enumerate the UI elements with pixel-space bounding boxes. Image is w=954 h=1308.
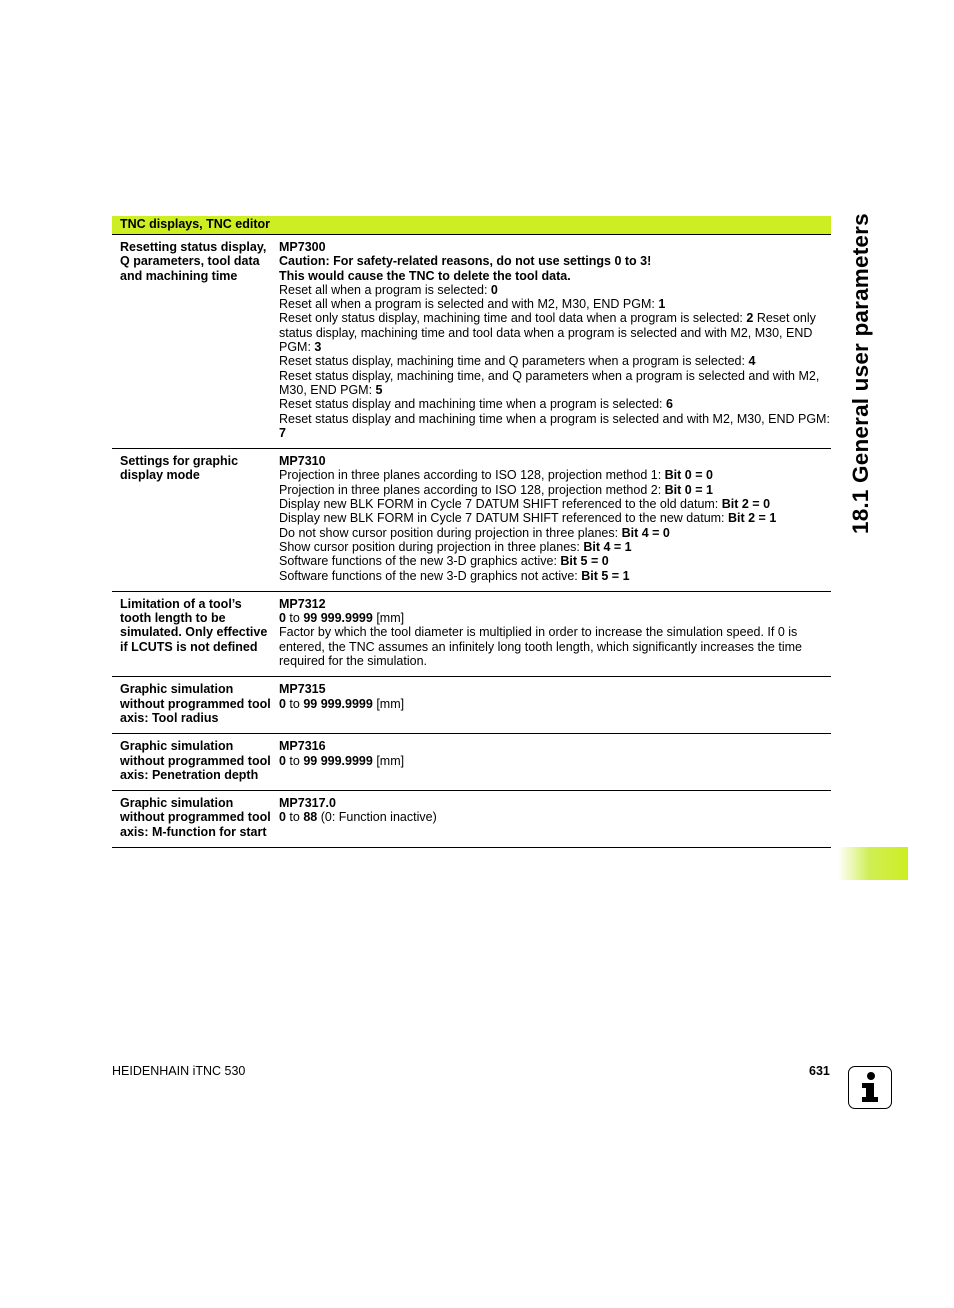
detail-line [279,483,831,497]
detail-line [279,297,831,311]
detail-line [279,697,831,711]
detail-value: 0 [279,611,286,626]
page-number: 631 [809,1064,830,1078]
detail-line [279,754,831,768]
detail-text: [mm] [372,611,405,626]
detail-value: 0 [279,810,286,825]
parameter-table [112,216,831,848]
detail-value: MP7300 [279,240,326,254]
detail-value: Bit 2 = 0 [721,497,771,512]
detail-value: MP7310 [279,454,326,469]
detail-value: 0 [279,696,286,711]
detail-line [279,810,831,824]
detail-line [279,625,831,668]
parameter-details [271,739,831,782]
detail-line [279,796,831,810]
detail-line [279,611,831,625]
detail-text: Reset only status display, machining time and tool data when a program is selected and with M2, M30, END PGM: [279,311,816,355]
detail-value: 0 [279,753,286,768]
detail-line [279,354,831,368]
table-row [112,734,831,791]
detail-line [279,554,831,568]
detail-text: Software functions of the new 3-D graphics not active: [279,568,582,583]
detail-value: Bit 4 = 1 [583,539,632,554]
detail-value: Bit 2 = 1 [728,511,777,526]
detail-line [279,369,831,398]
footer-product-name: HEIDENHAIN iTNC 530 [112,1064,246,1078]
parameter-details [271,454,831,583]
parameter-description: Graphic simulation without programmed tool axis: Penetration depth [120,739,271,782]
parameter-description: Graphic simulation without programmed tool axis: M-function for start [120,796,271,839]
table-row [112,677,831,734]
detail-value: 99 999.9999 [303,696,373,711]
detail-line [279,240,831,254]
detail-text: Reset status display and machining time when a program is selected: [279,397,666,412]
detail-text: Do not show cursor position during projection in three planes: [279,525,622,540]
parameter-details [271,597,831,668]
detail-line [279,569,831,583]
detail-value: 7 [279,425,286,440]
detail-value: 3 [314,340,322,355]
parameter-description: Resetting status display, Q parameters, tool data and machining time [120,240,267,283]
table-row [112,592,831,677]
table-row [112,449,831,592]
parameter-details [271,682,831,725]
detail-text: Factor by which the tool diameter is multiplied in order to increase the simulation speed. If 0 is entered, the TNC assumes an infinitely long tooth length, which significantly increases the time required for the simulation. [279,625,802,669]
detail-text: (0: Function inactive) [317,810,437,825]
chapter-tab-marker [838,847,908,880]
detail-value: Bit 5 = 0 [560,554,609,569]
detail-line [279,412,831,441]
detail-value: MP7316 [279,739,326,754]
detail-line [279,597,831,611]
detail-text: Software functions of the new 3-D graphics active: [279,554,561,569]
detail-value: 6 [666,397,673,412]
detail-value: Bit 0 = 0 [664,468,713,483]
detail-value: Bit 4 = 0 [621,525,670,540]
detail-value: 99 999.9999 [303,753,373,768]
detail-value: 99 999.9999 [303,611,373,626]
detail-value: MP7317.0 [279,796,336,811]
parameter-details [271,796,831,839]
parameter-description: Graphic simulation without programmed tool axis: Tool radius [120,682,271,725]
detail-value: 4 [748,354,756,369]
detail-value: MP7315 [279,682,326,697]
detail-text: Show cursor position during projection in three planes: [279,539,584,554]
detail-text: to [285,696,304,711]
table-body [112,235,831,848]
detail-line [279,269,831,283]
chapter-side-title: 18.1 General user parameters [848,213,873,534]
detail-line [279,468,831,482]
detail-text: to [285,753,304,768]
detail-value: Bit 0 = 1 [664,482,713,497]
detail-line [279,497,831,511]
table-row [112,235,831,449]
detail-text: Display new BLK FORM in Cycle 7 DATUM SHIFT referenced to the new datum: [279,511,728,526]
parameter-description: Limitation of a tool’s tooth length to be simulated. Only effective if LCUTS is not defined [120,596,268,654]
detail-text: Reset status display, machining time and Q parameters when a program is selected: [279,354,749,369]
detail-value: 1 [658,297,666,312]
detail-line [279,540,831,554]
detail-value: 88 [303,810,318,825]
detail-line [279,511,831,525]
table-row [112,791,831,848]
detail-text: Reset only status display, machining time and tool data when a program is selected: [279,311,747,326]
detail-text: to [285,810,304,825]
detail-value: This would cause the TNC to delete the tool data. [279,268,571,283]
detail-text: Reset status display and machining time when a program is selected and with M2, M30, END PGM: [279,411,830,426]
parameter-description: Settings for graphic display mode [120,454,239,483]
detail-text: Reset all when a program is selected and with M2, M30, END PGM: [279,297,659,312]
detail-line [279,682,831,696]
detail-line [279,397,831,411]
detail-line [279,526,831,540]
detail-text: [mm] [372,696,405,711]
detail-text: Reset all when a program is selected: [279,282,491,297]
detail-line [279,283,831,297]
detail-text: Projection in three planes according to ISO 128, projection method 1: [279,468,665,483]
detail-line [279,739,831,753]
parameter-details [271,240,831,440]
detail-value: MP7312 [279,596,326,611]
detail-text: to [285,611,304,626]
detail-text: Display new BLK FORM in Cycle 7 DATUM SHIFT referenced to the old datum: [279,497,722,512]
detail-value: 2 [746,311,754,326]
info-icon [848,1066,892,1109]
detail-text: Projection in three planes according to ISO 128, projection method 2: [279,482,665,497]
detail-line [279,254,831,268]
detail-value: Bit 5 = 1 [581,568,630,583]
detail-line [279,454,831,468]
detail-value: Caution: For safety-related reasons, do not use settings 0 to 3! [279,254,652,269]
detail-value: 0 [490,282,498,297]
detail-text: Reset status display, machining time, and Q parameters when a program is selected and with M2, M30, END PGM: [279,368,820,397]
table-header: TNC displays, TNC editor [112,216,831,235]
detail-text: [mm] [372,753,405,768]
detail-value: 5 [375,382,383,397]
detail-line [279,311,831,354]
